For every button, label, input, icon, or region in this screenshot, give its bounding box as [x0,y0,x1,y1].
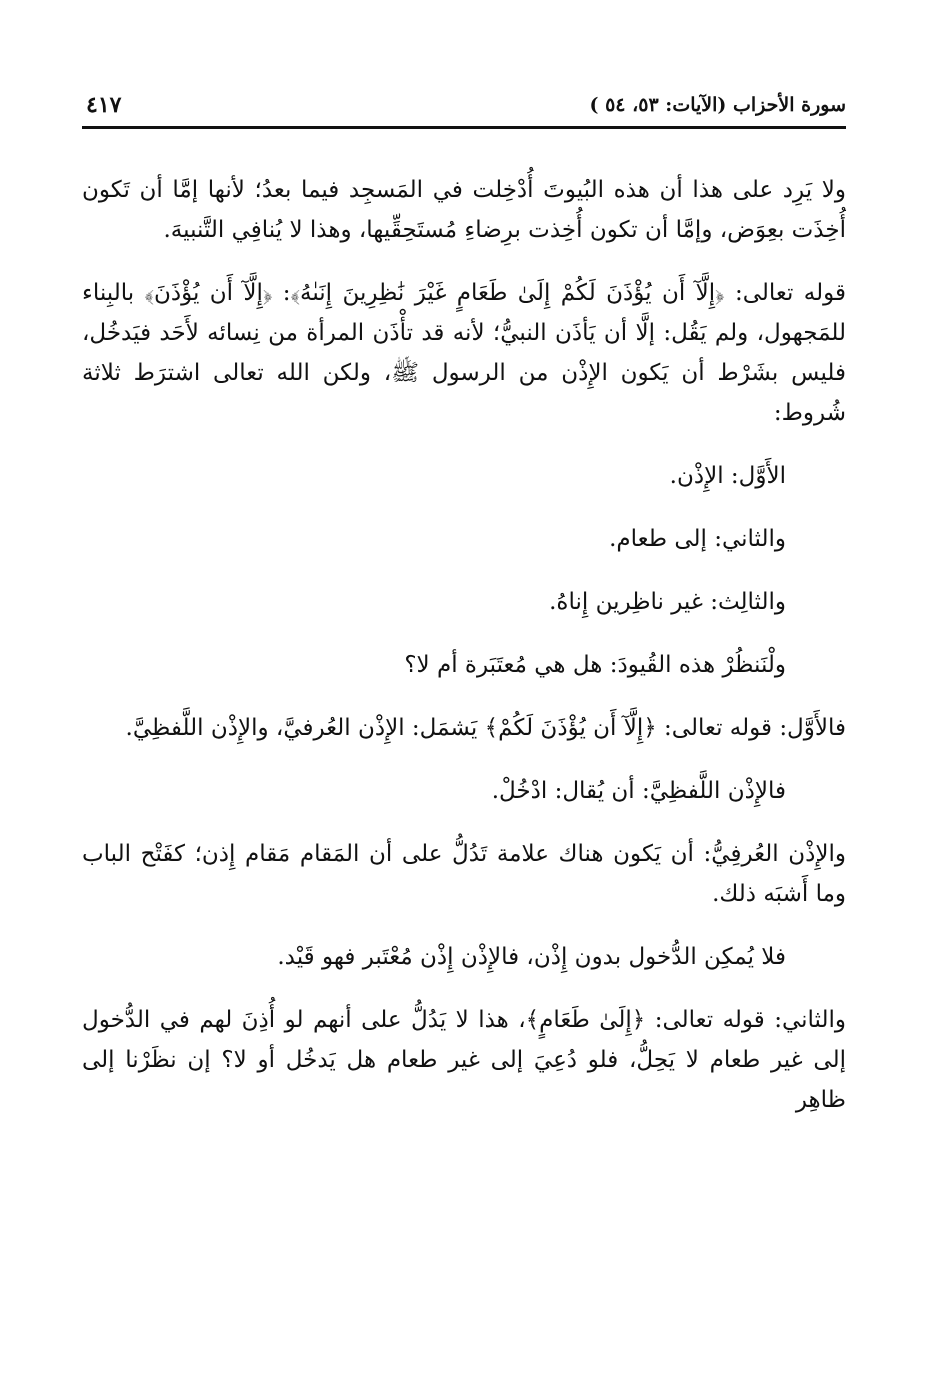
page-body [82,170,846,1143]
surah-title: سورة الأحزاب (الآيات: ٥٣، ٥٤ ) [589,94,846,116]
paragraph: قوله تعالى: ﴿إِلَّآ أَن يُؤْذَنَ لَكُمْ إِلَىٰ طَعَامٍ غَيْرَ نَٰظِرِينَ إِنَىٰهُ﴾: ﴿إِلَّآ أَن يُؤْذَنَ﴾ بالبِناء للمَجهول، ولم يَقُل: إلَّا أن يَأذَن النبيُّ؛ لأنه قد تأْذَن المرأة من نِسائه لأَحَد فيَدخُل، فليس بشَرْط أن يَكون الإِذْن من الرسول ﷺ، ولكن الله تعالى اشترَط ثلاثة شُروط: [82,280,846,426]
paragraph: فالأَوَّل: قوله تعالى: ﴿إِلَّآ أَن يُؤْذَنَ لَكُمْ﴾ يَشمَل: الإِذْن العُرفيَّ، والإِذْن اللَّفظِيَّ. [125,715,846,741]
page-header [82,88,846,126]
paragraph: والإِذْن العُرفِيُّ: أن يَكون هناك علامة تَدُلُّ على أن المَقام مَقام إِذن؛ كفَتْح الباب وما أَشبَه ذلك. [82,841,846,907]
paragraph: فالإِذْن اللَّفظِيَّ: أن يُقال: ادْخُلْ. [491,778,786,804]
paragraph: والثاني: قوله تعالى: ﴿إِلَىٰ طَعَامٍ﴾، هذا لا يَدُلُّ على أنهم لو أُذِنَ لهم في الدُّخول إلى غير طعام لا يَحِلُّ، فلو دُعِيَ إلى غير طعام هل يَدخُل أو لا؟ إن نظَرْنا إلى ظاهِر [82,1007,846,1113]
paragraph: ولْنَنظُرْ هذه القُيودَ: هل هي مُعتَبَرة أم لا؟ [404,652,786,678]
paragraph: ولا يَرِد على هذا أن هذه البُيوتَ أُدْخِلت في المَسجِد فيما بعدُ؛ لأنها إمَّا أن تَكون أُخِذَت بعِوَض، وإمَّا أن تكون أُخِذت برِضاءِ مُستَحِقِّيها، وهذا لا يُنافِي التَّنبيهَ. [82,177,846,243]
paragraph: والثاني: إلى طعام. [609,526,786,552]
header-rule [82,126,846,129]
page-number: ٤١٧ [86,92,122,118]
paragraph: فلا يُمكِن الدُّخول بدون إِذْن، فالإِذْن إِذْن مُعْتَبر فهو قَيْد. [277,944,786,970]
paragraph: الأَوَّل: الإِذْن. [669,463,786,489]
paragraph: والثالِث: غير ناظِرين إِناهُ. [549,589,786,615]
